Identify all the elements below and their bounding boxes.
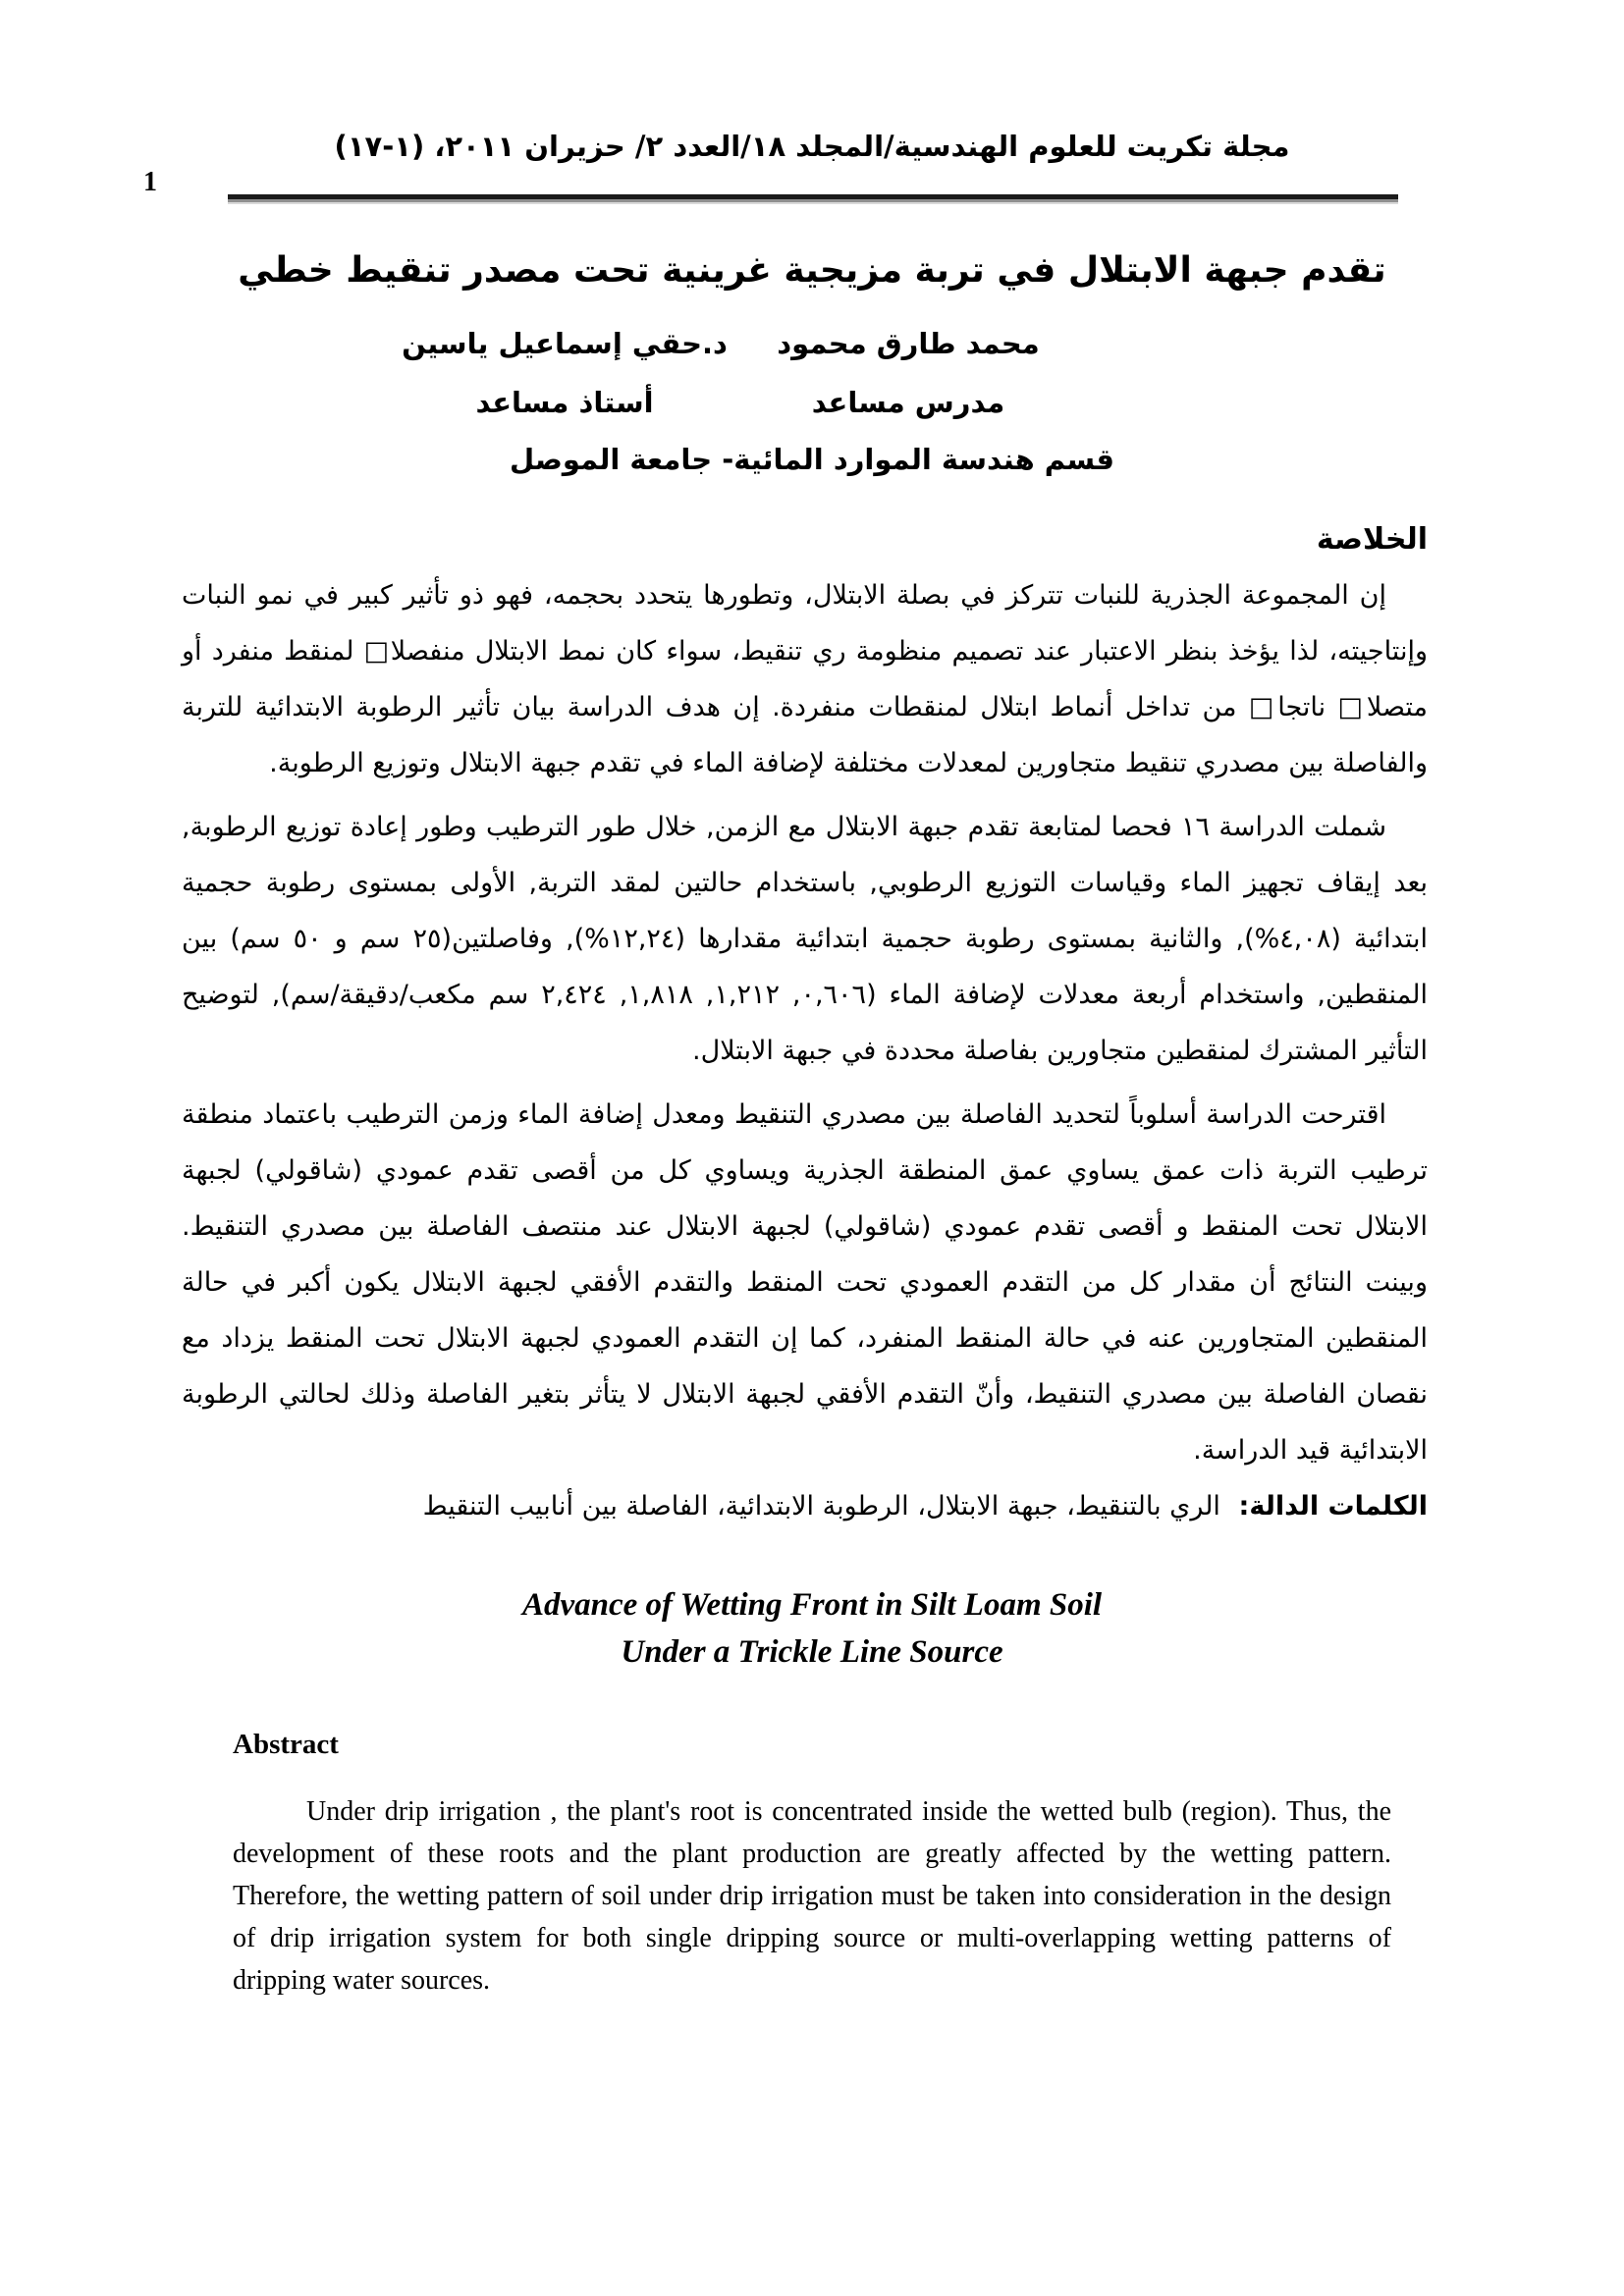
english-title [233, 1581, 1391, 1676]
arabic-abstract-section [182, 520, 1428, 1534]
author-role-1: مدرس مساعد [811, 386, 1005, 419]
author-role-2: أستاذ مساعد [475, 386, 654, 419]
arabic-abstract-heading: الخلاصة [1316, 522, 1428, 557]
keywords-label: الكلمات الدالة: [1238, 1491, 1428, 1522]
page-number: 1 [143, 167, 157, 197]
header-rule [228, 194, 1398, 204]
arabic-paragraph-2: شملت الدراسة ١٦ فحصا لمتابعة تقدم جبهة الابتلال مع الزمن, خلال طور الترطيب وطور إعادة توزيع الرطوبة, بعد إيقاف تجهيز الماء وقياسات التوزيع الرطوبي, باستخدام حالتين لمقد التربة, الأولى بمستوى رطوبة حجمية ابتدائية (٤,٠٨%), والثانية بمستوى رطوبة حجمية ابتدائية مقدارها (١٢,٢٤%), وفاصلتين(٢٥ سم و ٥٠ سم) بين المنقطين, واستخدام أربعة معدلات لإضافة الماء (٠,٦٠٦, ١,٢١٢, ١,٨١٨, ٢,٤٢٤ سم مكعب/دقيقة/سم), لتوضيح التأثير المشترك لمنقطين متجاورين بفاصلة محددة في جبهة الابتلال. [182, 812, 1428, 1066]
arabic-title: تقدم جبهة الابتلال في تربة مزيجية غرينية تحت مصدر تنقيط خطي [238, 250, 1386, 291]
author-name-1: محمد طارق محمود [777, 327, 1040, 360]
author-name-2: د.حقي إسماعيل ياسين [402, 327, 728, 360]
english-title-line2: Under a Trickle Line Source [621, 1634, 1003, 1670]
english-title-line1: Advance of Wetting Front in Silt Loam Soil [521, 1587, 1103, 1623]
english-abstract-heading: Abstract [233, 1729, 339, 1760]
english-abstract-paragraph: Under drip irrigation , the plant's root is concentrated inside the wetted bulb (region). Thus, the development of these roots and the plant production are greatly affected by the wetting pattern. Therefore, the wetting pattern of soil under drip irrigation must be taken into consideration in the design of drip irrigation system for both single dripping source or multi-overlapping wetting patterns of dripping water sources. [233, 1796, 1391, 1996]
affiliation: قسم هندسة الموارد المائية- جامعة الموصل [509, 443, 1115, 476]
arabic-paragraph-3: اقترحت الدراسة أسلوباً لتحديد الفاصلة بين مصدري التنقيط ومعدل إضافة الماء وزمن الترطيب باعتماد منطقة ترطيب التربة ذات عمق يساوي عمق المنطقة الجذرية ويساوي كل من أقصى تقدم عمودي (شاقولي) لجبهة الابتلال تحت المنقط و أقصى تقدم عمودي (شاقولي) لجبهة الابتلال عند منتصف الفاصلة بين مصدري التنقيط. وبينت النتائج أن مقدار كل من التقدم العمودي تحت المنقط والتقدم الأفقي لجبهة الابتلال يكون أكبر في حالة المنقطين المتجاورين عنه في حالة المنقط المنفرد، كما إن التقدم العمودي لجبهة الابتلال تحت المنقط يزداد مع نقصان الفاصلة بين مصدري التنقيط، وأنّ التقدم الأفقي لجبهة الابتلال لا يتأثر بتغير الفاصلة وذلك لحالتي الرطوبة الابتدائية قيد الدراسة. [182, 1099, 1428, 1466]
header-rule-light-line [228, 202, 1398, 204]
journal-header: مجلة تكريت للعلوم الهندسية/المجلد ١٨/العدد ٢/ حزيران ٢٠١١، (١-١٧) [334, 130, 1290, 163]
authors-block [0, 324, 1080, 422]
keywords-line [182, 1478, 1428, 1534]
arabic-paragraph-1: إن المجموعة الجذرية للنبات تتركز في بصلة الابتلال، وتطورها يتحدد بحجمه، فهو ذو تأثير كبير في نمو النبات وإنتاجيته، لذا يؤخذ بنظر الاعتبار عند تصميم منظومة ري تنقيط، سواء كان نمط الابتلال منفصلا□ لمنقط منفرد أو متصلا□ ناتجا□ من تداخل أنماط ابتلال لمنقطات منفردة. إن هدف الدراسة بيان تأثير الرطوبة الابتدائية للتربة والفاصلة بين مصدري تنقيط متجاورين لمعدلات مختلفة لإضافة الماء في تقدم جبهة الابتلال وتوزيع الرطوبة. [182, 580, 1428, 778]
keywords-text: الري بالتنقيط، جبهة الابتلال، الرطوبة الابتدائية، الفاصلة بين أنابيب التنقيط [422, 1491, 1220, 1522]
english-section [233, 1581, 1391, 2002]
